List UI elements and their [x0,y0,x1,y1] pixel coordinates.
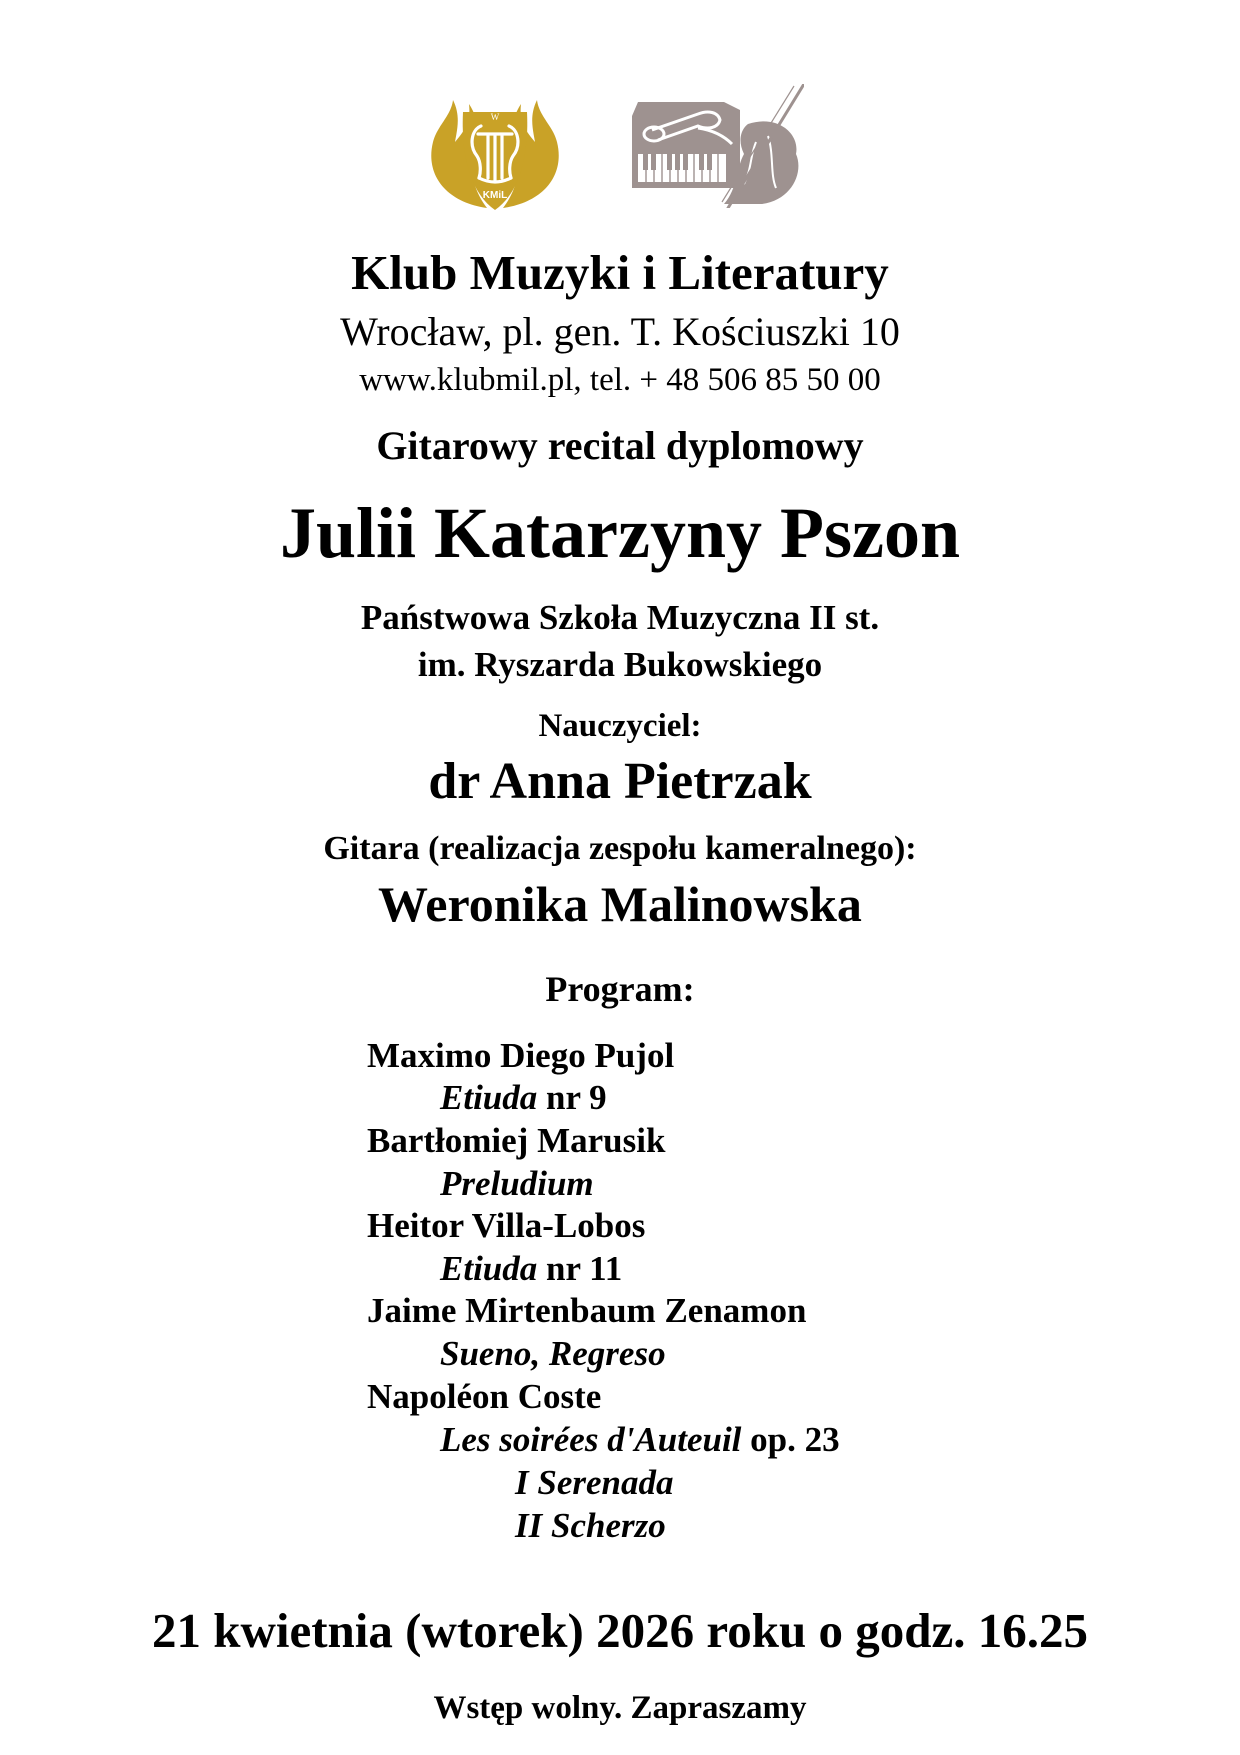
work-opus: op. 23 [741,1420,840,1459]
program-work [440,1166,594,1201]
work-title: Sueno, Regreso [440,1334,666,1373]
logo-row [0,82,1240,212]
school-line-1: Państwowa Szkoła Muzyczna II st. [360,598,880,637]
program-composer: Bartłomiej Marusik [367,1121,666,1160]
work-title: Etiuda [440,1249,538,1288]
event-title: Gitarowy recital dyplomowy [376,423,864,468]
accompanist-name: Weronika Malinowska [378,876,862,932]
program-work [440,1080,607,1115]
kmil-logo-text: KMiL [482,190,508,201]
program-composer: Maximo Diego Pujol [367,1036,675,1075]
work-title: Preludium [440,1164,594,1203]
footer-note: Wstęp wolny. Zapraszamy [433,1690,807,1726]
school-line-2: im. Ryszarda Bukowskiego [417,645,823,684]
program-composer: Napoléon Coste [367,1377,602,1416]
teacher-label: Nauczyciel: [538,708,702,744]
instruments-logo [628,84,804,208]
performer-name: Julii Katarzyny Pszon [280,493,960,573]
program-label: Program: [545,969,695,1009]
work-title: Les soirées d'Auteuil [440,1420,742,1459]
work-title: Etiuda [440,1078,538,1117]
accompanist-label: Gitara (realizacja zespołu kameralnego): [323,830,917,867]
club-name: Klub Muzyki i Literatury [351,245,889,300]
club-contact: www.klubmil.pl, tel. + 48 506 85 50 00 [359,362,881,398]
event-date: 21 kwietnia (wtorek) 2026 roku o godz. 16.25 [151,1603,1088,1658]
program-work [440,1251,622,1286]
program-composer: Jaime Mirtenbaum Zenamon [367,1291,807,1330]
program-movement: II Scherzo [515,1506,666,1545]
program-work [440,1422,840,1457]
club-address: Wrocław, pl. gen. T. Kościuszki 10 [340,309,900,354]
program-movement: I Serenada [515,1463,674,1502]
svg-text:W: W [490,112,500,122]
kmil-lyre-logo [425,82,565,212]
program-composer: Heitor Villa-Lobos [367,1206,646,1245]
teacher-name: dr Anna Pietrzak [428,753,812,810]
program-work [440,1336,666,1371]
work-number: nr 9 [537,1078,607,1117]
work-number: nr 11 [537,1249,623,1288]
